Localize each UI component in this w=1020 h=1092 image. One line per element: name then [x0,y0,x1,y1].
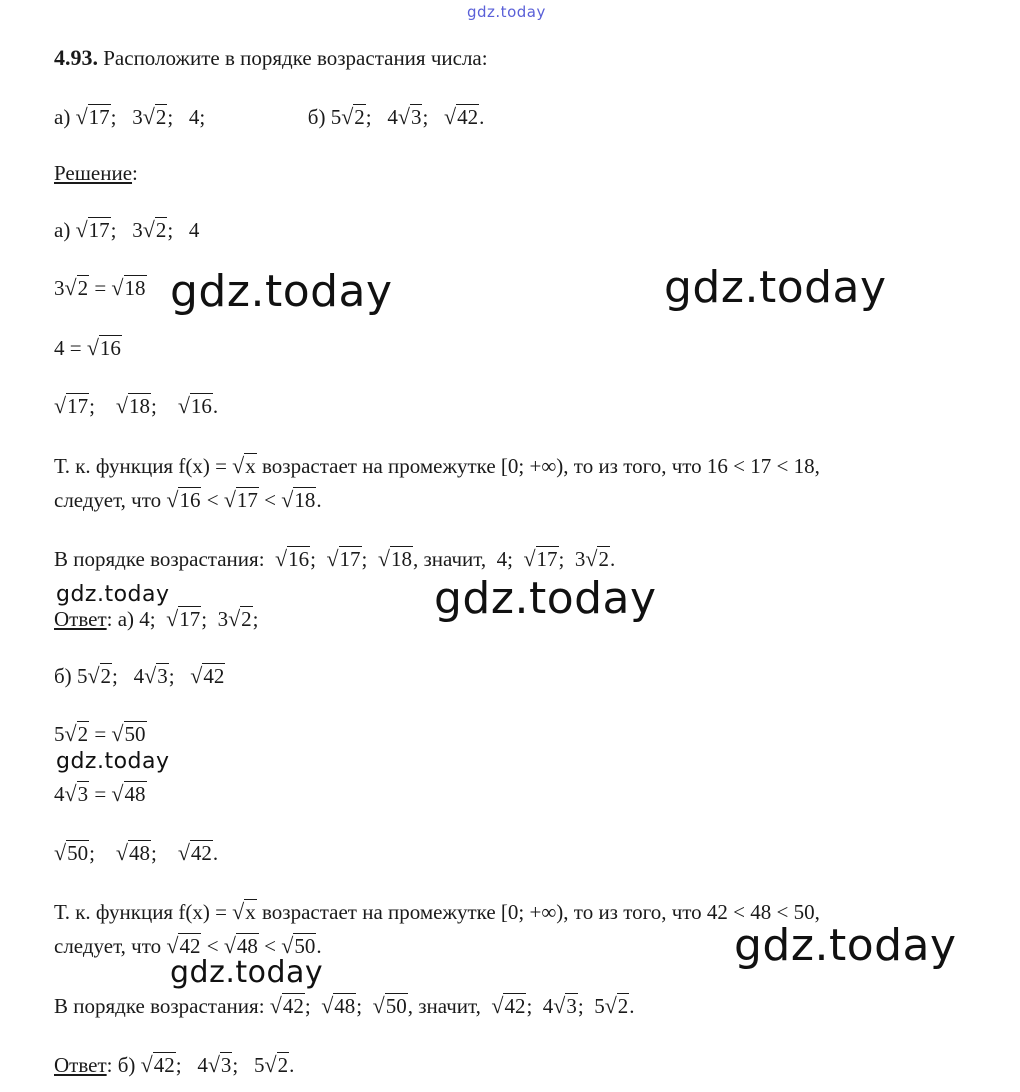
sol-b-order: В порядке возрастания: √42; √48; √50, значит, √42; 4√3; 5√2. [54,993,635,1018]
sqrt-17: √17 [75,104,110,129]
sqrt-x: √x [232,453,256,478]
sol-b-list: √50; √48; √42. [54,840,219,865]
value-4: 4 [54,336,65,360]
solution-heading: Решение: [54,161,138,185]
sqrt-48: √48 [223,933,258,958]
watermark: gdz.today [56,582,170,607]
coef: 5 [76,664,88,688]
sqrt-2: √2 [142,217,167,242]
sqrt-2: √2 [87,663,112,688]
sqrt-42: √42 [140,1052,175,1077]
part-a-label: а) [54,105,71,129]
coef: 4 [387,105,398,129]
text: В порядке возрастания: [54,547,265,571]
text: следует, что [54,934,167,958]
watermark: gdz.today [56,749,170,774]
coef: 4 [54,782,65,806]
problem-text: Расположите в порядке возрастания числа: [103,46,488,70]
answer-label: Ответ [54,607,107,631]
sol-a-order: В порядке возрастания: √16; √17; √18, значит, 4; √17; 3√2. [54,546,616,571]
sqrt-17: √17 [326,546,361,571]
text: Т. к. функция f(x) = [54,454,233,478]
watermark-top: gdz.today [467,3,546,21]
text: б) [117,1053,136,1077]
text: В порядке возрастания: [54,994,265,1018]
sqrt-42: √42 [190,663,225,688]
sqrt-16: √16 [166,487,201,512]
coef: 5 [594,994,605,1018]
coef: 5 [330,105,342,129]
coef: 5 [54,722,65,746]
sol-a-eq1: 3√2 = √18 [54,275,146,300]
sqrt-x: √x [232,899,256,924]
text: значит, [418,994,481,1018]
coef: 3 [132,105,143,129]
text: возрастает на промежутке [0; +∞), то из того, что 16 < 17 < 18, [256,454,820,478]
sol-b-follows: следует, что √42 < √48 < √50. [54,933,322,958]
sqrt-48: √48 [115,840,150,865]
watermark: gdz.today [434,573,657,624]
coef: 3 [54,276,65,300]
sol-b-eq2: 4√3 = √48 [54,781,146,806]
sqrt-2: √2 [64,721,89,746]
coef: 4 [197,1053,208,1077]
coef: 3 [574,547,586,571]
problem-number: 4.93. [54,45,98,70]
sqrt-18: √18 [377,546,412,571]
sqrt-17: √17 [166,606,201,631]
sqrt-16: √16 [86,335,121,360]
value-4: 4 [188,218,200,242]
sqrt-2: √2 [228,606,252,631]
text: возрастает на промежутке [0; +∞), то из того, что 42 < 48 < 50, [256,900,820,924]
sqrt-50: √50 [111,721,146,746]
sqrt-42: √42 [166,933,201,958]
answer-label: Ответ [54,1053,107,1077]
text: значит, [423,547,487,571]
text: Т. к. функция f(x) = [54,900,233,924]
sqrt-50: √50 [372,993,407,1018]
sqrt-2: √2 [264,1052,289,1077]
watermark: gdz.today [170,955,324,990]
problem-parts: а) √17; 3√2; 4; б) 5√2; 4√3; √42. [54,104,485,129]
text: следует, что [54,488,167,512]
solution-label: Решение [54,161,133,185]
part-b-label: б) [307,105,326,129]
watermark: gdz.today [664,262,887,313]
watermark: gdz.today [170,266,393,317]
value-4: 4 [188,105,200,129]
text: а) 4; [117,607,156,631]
sqrt-17: √17 [523,546,558,571]
coef: 3 [132,218,143,242]
coef: 4 [133,664,145,688]
sol-b-eq1: 5√2 = √50 [54,721,146,746]
coef: 3 [217,607,229,631]
sqrt-42: √42 [269,993,304,1018]
sqrt-3: √3 [397,104,422,129]
sqrt-17: √17 [223,487,258,512]
answer-b: Ответ: б) √42; 4√3; 5√2. [54,1052,295,1077]
sqrt-2: √2 [142,104,167,129]
sqrt-42: √42 [444,104,479,129]
sol-a-follows: следует, что √16 < √17 < √18. [54,487,322,512]
sqrt-18: √18 [281,487,316,512]
sqrt-17: √17 [54,393,89,418]
coef: 5 [254,1053,265,1077]
sqrt-42: √42 [491,993,526,1018]
sqrt-17: √17 [75,217,110,242]
label: б) [54,664,72,688]
sol-b-given: б) 5√2; 4√3; √42 [54,663,225,688]
problem-statement [54,44,488,72]
sqrt-18: √18 [115,393,150,418]
sqrt-16: √16 [177,393,212,418]
sol-a-given: а) √17; 3√2; 4 [54,217,200,242]
coef: 4 [542,994,554,1018]
sqrt-48: √48 [111,781,146,806]
sqrt-2: √2 [341,104,365,129]
sqrt-3: √3 [207,1052,232,1077]
value-4: 4 [496,547,508,571]
sqrt-48: √48 [321,993,356,1018]
sol-a-list: √17; √18; √16. [54,393,219,418]
sqrt-3: √3 [553,993,577,1018]
sqrt-42: √42 [177,840,212,865]
sqrt-3: √3 [64,781,89,806]
sqrt-18: √18 [111,275,146,300]
sqrt-16: √16 [275,546,310,571]
watermark: gdz.today [734,920,957,971]
sol-b-because [54,898,820,926]
sqrt-2: √2 [585,546,609,571]
label: а) [54,218,71,242]
sol-a-because [54,452,820,480]
answer-a: Ответ: а) 4; √17; 3√2; [54,606,259,631]
sqrt-2: √2 [64,275,89,300]
sqrt-3: √3 [144,663,168,688]
sqrt-50: √50 [281,933,316,958]
sol-a-eq2: 4 = √16 [54,335,121,360]
sqrt-2: √2 [604,993,629,1018]
sqrt-50: √50 [54,840,89,865]
